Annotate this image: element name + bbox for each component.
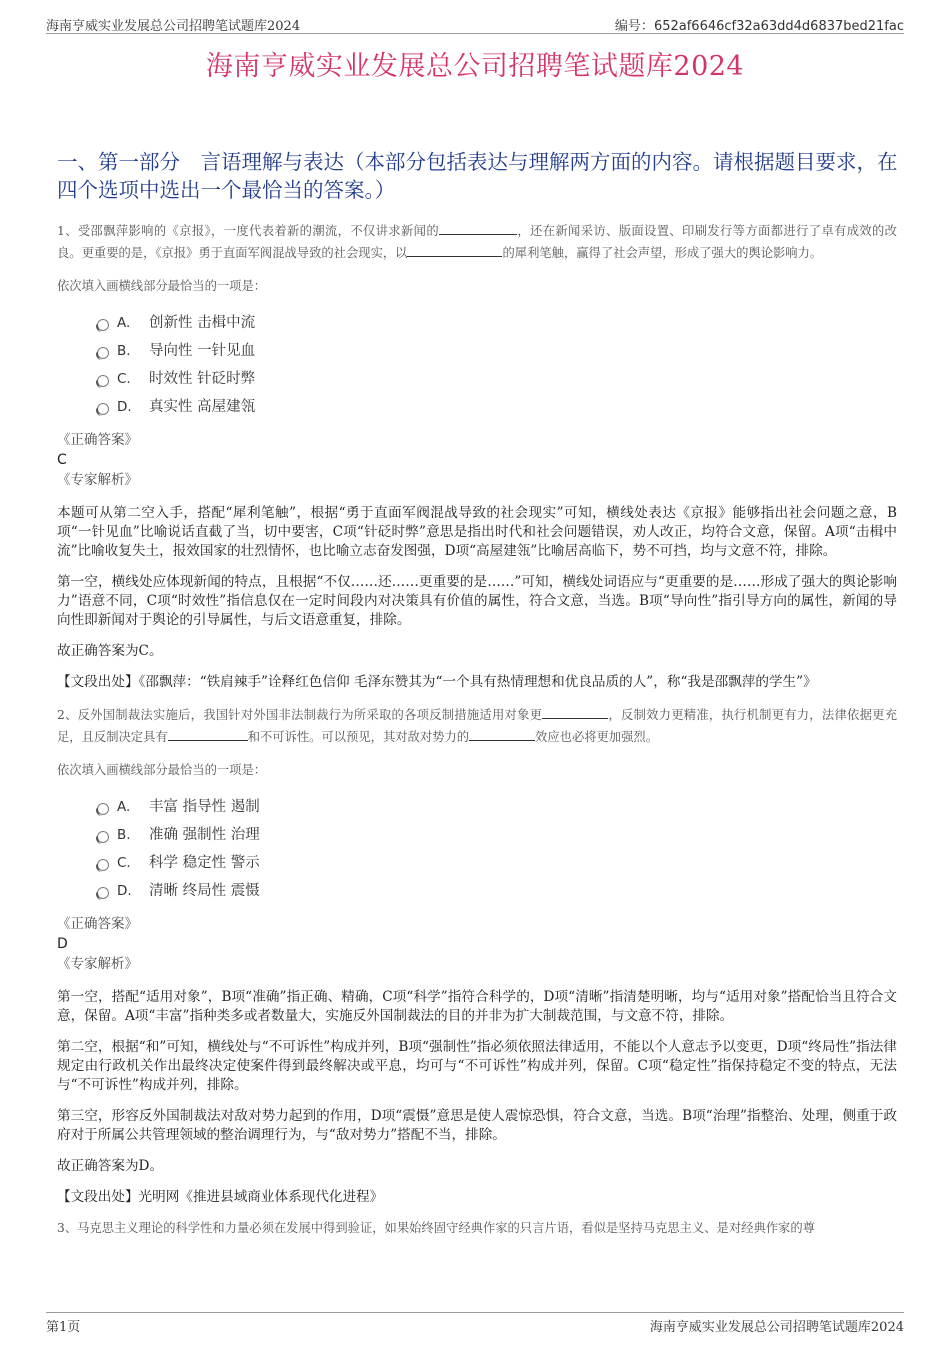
section-heading: 一、第一部分 言语理解与表达（本部分包括表达与理解两方面的内容。请根据题目要求，在四个选项中选出一个最恰当的答案。） [57,150,898,202]
q2-option-c[interactable] [97,852,897,880]
q1-option-d[interactable] [97,396,897,424]
q2-analysis-2: 第二空，根据“和”可知，横线处与“不可诉性”构成并列，B项“强制性”指必须依照法律适用，不能以个人意志予以变更，D项“终局性”指法律规定由行政机关作出最终决定使案件得到最终解决或平息，均可与“不可诉性”构成并列，保留。C项“稳定性”指保持稳定不变的特点，无法与“不可诉性”构成并列，排除。 [57,1039,897,1093]
q1-text-c: 的犀利笔触，赢得了社会声望，形成了强大的舆论影响力。 [502,246,823,260]
radio-icon[interactable] [97,347,109,359]
q2-expert-analysis-label: 《专家解析》 [57,956,138,972]
q1-option-c[interactable] [97,368,897,396]
q1-blank-2 [407,246,502,257]
option-text: 真实性 高屋建瓴 [149,399,256,415]
question-3-stem: 3、马克思主义理论的科学性和力量必须在发展中得到验证，如果始终固守经典作家的只言片语，看似是坚持马克思主义、是对经典作家的尊 [57,1221,815,1235]
option-text: 科学 稳定性 警示 [149,855,260,871]
radio-icon[interactable] [97,859,109,871]
page-header [46,14,904,34]
q2-blank-1 [542,708,608,719]
q2-correct-answer-label: 《正确答案》 [57,916,138,932]
q1-correct-answer-label: 《正确答案》 [57,432,138,448]
q2-blank-2 [168,730,248,741]
question-1-stem [57,220,897,264]
header-doc-title: 海南亨威实业发展总公司招聘笔试题库2024 [46,19,301,34]
radio-icon[interactable] [97,403,109,415]
option-letter: A. [117,315,131,331]
option-letter: B. [117,827,131,843]
q2-blank-3 [469,730,535,741]
q1-analysis-2: 第一空，横线处应体现新闻的特点，且根据“不仅……还……更重要的是……”可知，横线处词语应与“更重要的是……形成了强大的舆论影响力”语意不同，C项“时效性”指信息仅在一定时间段内对决策具有价值的属性，符合文意，当选。B项“导向性”指引导方向的属性，新闻的导向性即新闻对于舆论的引导属性，与后文语意重复，排除。 [57,574,897,628]
q2-text-c: 和不可诉性。可以预见，其对敌对势力的 [247,730,470,744]
question-2-options [97,796,897,908]
option-letter: C. [117,371,131,387]
question-list [57,220,897,1239]
radio-icon[interactable] [97,319,109,331]
q2-text-d: 效应也必将更加强烈。 [535,730,659,744]
page-title: 海南亨威实业发展总公司招聘笔试题库2024 [205,51,745,82]
header-id-label: 编号： [614,19,654,34]
radio-icon[interactable] [97,375,109,387]
option-letter: D. [117,399,132,415]
page-number: 第1页 [46,1320,81,1335]
option-letter: B. [117,343,131,359]
question-2-stem [57,704,897,748]
q2-source: 【文段出处】光明网《推进县域商业体系现代化进程》 [57,1189,384,1205]
q1-text-a: 1、受邵飘萍影响的《京报》，一度代表着新的潮流，不仅讲求新闻的 [57,224,440,238]
option-text: 导向性 一针见血 [149,343,256,359]
option-letter: C. [117,855,131,871]
radio-icon[interactable] [97,831,109,843]
option-text: 丰富 指导性 遏制 [149,799,260,815]
page-footer [46,1312,904,1335]
q1-answer: C [57,452,67,468]
q2-analysis-3: 第三空，形容反外国制裁法对敌对势力起到的作用，D项“震慑”意思是使人震惊恐惧，符合文意，当选。B项“治理”指整治、处理，侧重于政府对于所属公共管理领域的整治调理行为，与“敌对势力”搭配不当，排除。 [57,1108,897,1143]
q2-option-d[interactable] [97,880,897,908]
option-text: 创新性 击楫中流 [149,315,256,331]
footer-doc-title: 海南亨威实业发展总公司招聘笔试题库2024 [649,1320,904,1335]
q2-analysis-1: 第一空，搭配“适用对象”，B项“准确”指正确、精确，C项“科学”指符合科学的，D项“清晰”指清楚明晰，均与“适用对象”搭配恰当且符合文意，保留。A项“丰富”指种类多或者数量大，实施反外国制裁法的目的并非为扩大制裁范围，与文意不符，排除。 [57,989,897,1024]
q1-source: 【文段出处】《邵飘萍：“铁肩辣手”诠释红色信仰 毛泽东赞其为“一个具有热情理想和优良品质的人”，称“我是邵飘萍的学生”》 [57,674,817,690]
option-text: 准确 强制性 治理 [149,827,260,843]
option-text: 时效性 针砭时弊 [149,371,256,387]
q1-expert-analysis-label: 《专家解析》 [57,472,138,488]
q1-blank-1 [439,224,517,235]
option-text: 清晰 终局性 震慑 [149,883,260,899]
q1-option-b[interactable] [97,340,897,368]
question-1-options [97,312,897,424]
q2-text-b: ，反制效力更精准，执行机制更有力，法律依据更充足，且反制决定具有 [57,708,897,744]
question-1-prompt: 依次填入画横线部分最恰当的一项是： [57,279,267,293]
q2-text-a: 2、反外国制裁法实施后，我国针对外国非法制裁行为所采取的各项反制措施适用对象更 [57,708,543,722]
radio-icon[interactable] [97,887,109,899]
q2-analysis-4: 故正确答案为D。 [57,1158,164,1174]
q1-analysis-3: 故正确答案为C。 [57,643,163,659]
q1-option-a[interactable] [97,312,897,340]
radio-icon[interactable] [97,803,109,815]
q2-answer: D [57,936,68,952]
question-2-prompt: 依次填入画横线部分最恰当的一项是： [57,763,267,777]
q2-option-b[interactable] [97,824,897,852]
header-id-code: 652af6646cf32a63dd4d6837bed21fac [653,19,904,34]
option-letter: A. [117,799,131,815]
q2-option-a[interactable] [97,796,897,824]
q1-analysis-1: 本题可从第二空入手，搭配“犀利笔触”，根据“勇于直面军阀混战导致的社会现实”可知，横线处表达《京报》能够指出社会问题之意，B项“一针见血”比喻说话直截了当，切中要害，C项“针砭时弊”意思是指出时代和社会问题错误，劝人改正，均符合文意，保留。A项“击楫中流”比喻收复失土，报效国家的壮烈情怀，也比喻立志奋发图强，D项“高屋建瓴”比喻居高临下，势不可挡，均与文意不符，排除。 [57,505,897,559]
option-letter: D. [117,883,132,899]
q1-text-b: ，还在新闻采访、版面设置、印刷发行等方面都进行了卓有成效的改良。更重要的是，《京报》勇于直面军阀混战导致的社会现实，以 [57,224,897,260]
header-doc-id [615,15,904,34]
